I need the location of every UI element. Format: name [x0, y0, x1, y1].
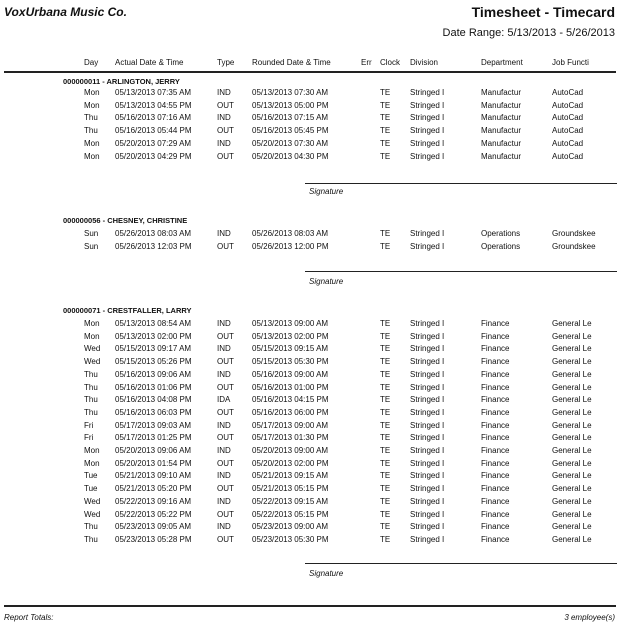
column-header-day: Day	[84, 58, 99, 67]
cell-division: Stringed I	[410, 113, 445, 123]
footer-rule	[4, 605, 616, 607]
cell-clock: TE	[380, 88, 391, 97]
cell-actual: 05/26/2013 08:03 AM	[115, 229, 192, 238]
column-header-clock: Clock	[380, 58, 401, 67]
cell-division: Stringed I	[410, 344, 445, 354]
cell-job: Groundskee	[552, 229, 596, 238]
cell-division: Stringed I	[410, 484, 445, 494]
cell-department: Finance	[481, 344, 510, 354]
cell-division: Stringed I	[410, 369, 445, 379]
cell-department: Finance	[481, 319, 510, 328]
cell-actual: 05/16/2013 05:44 PM	[115, 126, 192, 136]
cell-job: AutoCad	[552, 138, 584, 148]
cell-actual: 05/16/2013 06:03 PM	[115, 407, 192, 417]
signature-line	[305, 271, 617, 272]
cell-clock: TE	[380, 369, 391, 379]
employee-name: 000000056 - CHESNEY, CHRISTINE	[63, 216, 188, 225]
table-row	[0, 459, 624, 471]
cell-day: Tue	[84, 471, 98, 481]
cell-department: Finance	[481, 357, 510, 367]
cell-rounded: 05/26/2013 12:00 PM	[252, 241, 329, 251]
cell-actual: 05/13/2013 08:54 AM	[115, 319, 192, 328]
signature-label: Signature	[309, 569, 344, 578]
cell-division: Stringed I	[410, 229, 445, 238]
cell-day: Mon	[84, 151, 100, 161]
signature-line	[305, 183, 617, 184]
table-row	[0, 522, 624, 534]
cell-clock: TE	[380, 407, 391, 417]
cell-actual: 05/23/2013 05:28 PM	[115, 534, 192, 544]
table-row	[0, 510, 624, 522]
cell-clock: TE	[380, 357, 391, 367]
cell-day: Thu	[84, 534, 98, 544]
table-row	[0, 139, 624, 151]
cell-clock: TE	[380, 484, 391, 494]
cell-clock: TE	[380, 458, 391, 468]
cell-job: General Le	[552, 420, 592, 430]
cell-day: Fri	[84, 420, 94, 430]
table-row	[0, 370, 624, 382]
cell-day: Wed	[84, 509, 101, 519]
cell-division: Stringed I	[410, 88, 445, 97]
table-row	[0, 433, 624, 445]
column-header-row	[0, 58, 624, 70]
cell-department: Manufactur	[481, 138, 522, 148]
cell-clock: TE	[380, 151, 391, 161]
cell-actual: 05/23/2013 09:05 AM	[115, 522, 192, 532]
date-range: Date Range: 5/13/2013 - 5/26/2013	[442, 27, 615, 39]
cell-department: Finance	[481, 522, 510, 532]
signature-label: Signature	[309, 187, 344, 196]
cell-actual: 05/20/2013 07:29 AM	[115, 138, 192, 148]
cell-day: Thu	[84, 126, 98, 136]
cell-clock: TE	[380, 522, 391, 532]
cell-day: Mon	[84, 319, 100, 328]
cell-division: Stringed I	[410, 420, 445, 430]
cell-day: Fri	[84, 433, 94, 443]
cell-job: General Le	[552, 395, 592, 405]
cell-type: IND	[217, 138, 231, 148]
cell-rounded: 05/26/2013 08:03 AM	[252, 229, 329, 238]
cell-job: General Le	[552, 357, 592, 367]
cell-job: AutoCad	[552, 88, 584, 97]
cell-rounded: 05/15/2013 09:15 AM	[252, 344, 329, 354]
cell-type: OUT	[217, 331, 234, 341]
cell-type: IDA	[217, 395, 231, 405]
cell-type: IND	[217, 369, 231, 379]
cell-rounded: 05/16/2013 06:00 PM	[252, 407, 329, 417]
company-name: VoxUrbana Music Co.	[4, 5, 127, 19]
cell-rounded: 05/20/2013 07:30 AM	[252, 138, 329, 148]
cell-day: Sun	[84, 241, 99, 251]
employee-count: 3 employee(s)	[564, 613, 615, 622]
cell-day: Mon	[84, 458, 100, 468]
cell-job: General Le	[552, 369, 592, 379]
cell-division: Stringed I	[410, 126, 445, 136]
report-totals-label: Report Totals:	[4, 613, 54, 622]
cell-department: Manufactur	[481, 100, 522, 110]
cell-rounded: 05/20/2013 02:00 PM	[252, 458, 329, 468]
cell-type: IND	[217, 113, 231, 123]
cell-day: Thu	[84, 522, 98, 532]
cell-day: Wed	[84, 496, 101, 506]
cell-type: OUT	[217, 484, 234, 494]
cell-department: Finance	[481, 458, 510, 468]
table-row	[0, 484, 624, 496]
cell-clock: TE	[380, 331, 391, 341]
cell-clock: TE	[380, 229, 391, 238]
cell-job: General Le	[552, 458, 592, 468]
cell-job: General Le	[552, 433, 592, 443]
cell-job: General Le	[552, 319, 592, 328]
cell-type: IND	[217, 522, 231, 532]
cell-rounded: 05/17/2013 09:00 AM	[252, 420, 329, 430]
signature-label: Signature	[309, 277, 344, 286]
cell-division: Stringed I	[410, 138, 445, 148]
cell-rounded: 05/13/2013 07:30 AM	[252, 88, 329, 97]
table-row	[0, 319, 624, 331]
table-row	[0, 126, 624, 138]
cell-job: AutoCad	[552, 113, 584, 123]
cell-department: Finance	[481, 471, 510, 481]
cell-division: Stringed I	[410, 496, 445, 506]
cell-actual: 05/13/2013 07:35 AM	[115, 88, 192, 97]
cell-clock: TE	[380, 113, 391, 123]
cell-division: Stringed I	[410, 458, 445, 468]
cell-department: Manufactur	[481, 113, 522, 123]
cell-clock: TE	[380, 319, 391, 328]
cell-division: Stringed I	[410, 407, 445, 417]
cell-type: IND	[217, 496, 231, 506]
column-header-rounded: Rounded Date & Time	[252, 58, 331, 67]
cell-actual: 05/16/2013 01:06 PM	[115, 382, 192, 392]
table-row	[0, 229, 624, 241]
table-row	[0, 332, 624, 344]
cell-rounded: 05/23/2013 05:30 PM	[252, 534, 329, 544]
cell-rounded: 05/13/2013 02:00 PM	[252, 331, 329, 341]
cell-clock: TE	[380, 534, 391, 544]
column-header-department: Department	[481, 58, 523, 67]
table-row	[0, 242, 624, 254]
cell-actual: 05/16/2013 04:08 PM	[115, 395, 192, 405]
cell-type: IND	[217, 446, 231, 455]
cell-clock: TE	[380, 382, 391, 392]
cell-job: General Le	[552, 382, 592, 392]
cell-day: Wed	[84, 344, 101, 354]
report-title: Timesheet - Timecard	[471, 4, 615, 20]
cell-type: IND	[217, 88, 231, 97]
cell-rounded: 05/21/2013 05:15 PM	[252, 484, 329, 494]
cell-actual: 05/22/2013 05:22 PM	[115, 509, 192, 519]
cell-division: Stringed I	[410, 446, 445, 455]
cell-actual: 05/22/2013 09:16 AM	[115, 496, 192, 506]
cell-division: Stringed I	[410, 331, 445, 341]
cell-day: Mon	[84, 331, 100, 341]
cell-type: OUT	[217, 100, 234, 110]
cell-day: Sun	[84, 229, 99, 238]
cell-actual: 05/15/2013 09:17 AM	[115, 344, 192, 354]
cell-actual: 05/21/2013 09:10 AM	[115, 471, 192, 481]
cell-job: Groundskee	[552, 241, 596, 251]
cell-type: OUT	[217, 357, 234, 367]
cell-rounded: 05/16/2013 09:00 AM	[252, 369, 329, 379]
cell-division: Stringed I	[410, 151, 445, 161]
cell-type: OUT	[217, 382, 234, 392]
cell-department: Finance	[481, 369, 510, 379]
cell-job: General Le	[552, 471, 592, 481]
table-row	[0, 88, 624, 100]
cell-actual: 05/20/2013 04:29 PM	[115, 151, 192, 161]
cell-rounded: 05/13/2013 05:00 PM	[252, 100, 329, 110]
cell-department: Finance	[481, 407, 510, 417]
cell-department: Finance	[481, 331, 510, 341]
cell-type: IND	[217, 229, 231, 238]
cell-division: Stringed I	[410, 522, 445, 532]
cell-clock: TE	[380, 509, 391, 519]
cell-actual: 05/17/2013 01:25 PM	[115, 433, 192, 443]
table-row	[0, 113, 624, 125]
cell-rounded: 05/21/2013 09:15 AM	[252, 471, 329, 481]
table-row	[0, 101, 624, 113]
cell-division: Stringed I	[410, 471, 445, 481]
cell-department: Finance	[481, 433, 510, 443]
cell-day: Thu	[84, 382, 98, 392]
cell-actual: 05/21/2013 05:20 PM	[115, 484, 192, 494]
cell-rounded: 05/20/2013 09:00 AM	[252, 446, 329, 455]
table-row	[0, 383, 624, 395]
cell-job: General Le	[552, 522, 592, 532]
cell-day: Thu	[84, 407, 98, 417]
table-row	[0, 471, 624, 483]
header-rule	[4, 71, 616, 73]
column-header-division: Division	[410, 58, 439, 67]
cell-department: Finance	[481, 382, 510, 392]
cell-clock: TE	[380, 496, 391, 506]
cell-rounded: 05/16/2013 05:45 PM	[252, 126, 329, 136]
cell-division: Stringed I	[410, 433, 445, 443]
cell-type: IND	[217, 344, 231, 354]
cell-day: Wed	[84, 357, 101, 367]
cell-department: Finance	[481, 395, 510, 405]
signature-line	[305, 563, 617, 564]
cell-day: Mon	[84, 88, 100, 97]
cell-job: AutoCad	[552, 126, 584, 136]
cell-clock: TE	[380, 241, 391, 251]
cell-division: Stringed I	[410, 382, 445, 392]
cell-rounded: 05/13/2013 09:00 AM	[252, 319, 329, 328]
cell-division: Stringed I	[410, 241, 445, 251]
column-header-actual: Actual Date & Time	[115, 58, 184, 67]
cell-actual: 05/26/2013 12:03 PM	[115, 241, 192, 251]
cell-actual: 05/13/2013 04:55 PM	[115, 100, 192, 110]
cell-division: Stringed I	[410, 100, 445, 110]
cell-actual: 05/17/2013 09:03 AM	[115, 420, 192, 430]
cell-department: Operations	[481, 241, 521, 251]
cell-clock: TE	[380, 344, 391, 354]
cell-job: General Le	[552, 534, 592, 544]
cell-rounded: 05/15/2013 05:30 PM	[252, 357, 329, 367]
cell-job: AutoCad	[552, 100, 584, 110]
cell-type: OUT	[217, 433, 234, 443]
cell-clock: TE	[380, 433, 391, 443]
cell-rounded: 05/22/2013 09:15 AM	[252, 496, 329, 506]
cell-actual: 05/13/2013 02:00 PM	[115, 331, 192, 341]
cell-actual: 05/20/2013 01:54 PM	[115, 458, 192, 468]
cell-type: OUT	[217, 126, 234, 136]
cell-job: General Le	[552, 509, 592, 519]
table-row	[0, 497, 624, 509]
cell-rounded: 05/16/2013 07:15 AM	[252, 113, 329, 123]
table-row	[0, 408, 624, 420]
cell-department: Finance	[481, 420, 510, 430]
table-row	[0, 344, 624, 356]
cell-department: Finance	[481, 509, 510, 519]
cell-department: Finance	[481, 534, 510, 544]
cell-job: General Le	[552, 484, 592, 494]
column-header-job: Job Functi	[552, 58, 589, 67]
cell-clock: TE	[380, 395, 391, 405]
cell-division: Stringed I	[410, 357, 445, 367]
cell-rounded: 05/22/2013 05:15 PM	[252, 509, 329, 519]
cell-department: Manufactur	[481, 88, 522, 97]
cell-department: Operations	[481, 229, 521, 238]
cell-clock: TE	[380, 126, 391, 136]
cell-job: General Le	[552, 407, 592, 417]
cell-clock: TE	[380, 420, 391, 430]
cell-clock: TE	[380, 138, 391, 148]
cell-rounded: 05/23/2013 09:00 AM	[252, 522, 329, 532]
cell-job: General Le	[552, 446, 592, 455]
cell-rounded: 05/16/2013 01:00 PM	[252, 382, 329, 392]
cell-day: Thu	[84, 395, 98, 405]
cell-division: Stringed I	[410, 319, 445, 328]
employee-name: 000000071 - CRESTFALLER, LARRY	[63, 306, 192, 315]
cell-clock: TE	[380, 446, 391, 455]
cell-day: Mon	[84, 138, 100, 148]
cell-type: IND	[217, 471, 231, 481]
cell-clock: TE	[380, 100, 391, 110]
column-header-type: Type	[217, 58, 235, 67]
cell-actual: 05/16/2013 07:16 AM	[115, 113, 192, 123]
cell-department: Manufactur	[481, 151, 522, 161]
cell-actual: 05/15/2013 05:26 PM	[115, 357, 192, 367]
cell-rounded: 05/17/2013 01:30 PM	[252, 433, 329, 443]
cell-type: OUT	[217, 509, 234, 519]
cell-division: Stringed I	[410, 395, 445, 405]
cell-actual: 05/16/2013 09:06 AM	[115, 369, 192, 379]
cell-rounded: 05/20/2013 04:30 PM	[252, 151, 329, 161]
table-row	[0, 357, 624, 369]
cell-type: OUT	[217, 241, 234, 251]
cell-type: OUT	[217, 151, 234, 161]
cell-type: OUT	[217, 534, 234, 544]
cell-job: AutoCad	[552, 151, 584, 161]
column-header-err: Err	[361, 58, 372, 67]
cell-department: Finance	[481, 496, 510, 506]
cell-day: Thu	[84, 113, 98, 123]
cell-type: IND	[217, 319, 231, 328]
cell-job: General Le	[552, 496, 592, 506]
table-row	[0, 421, 624, 433]
table-row	[0, 395, 624, 407]
cell-day: Thu	[84, 369, 98, 379]
employee-name: 000000011 - ARLINGTON, JERRY	[63, 77, 180, 86]
table-row	[0, 446, 624, 458]
cell-department: Finance	[481, 484, 510, 494]
table-row	[0, 535, 624, 547]
cell-clock: TE	[380, 471, 391, 481]
cell-type: IND	[217, 420, 231, 430]
cell-type: OUT	[217, 407, 234, 417]
cell-division: Stringed I	[410, 534, 445, 544]
cell-day: Tue	[84, 484, 98, 494]
cell-department: Finance	[481, 446, 510, 455]
cell-rounded: 05/16/2013 04:15 PM	[252, 395, 329, 405]
table-row	[0, 152, 624, 164]
cell-job: General Le	[552, 331, 592, 341]
cell-actual: 05/20/2013 09:06 AM	[115, 446, 192, 455]
cell-type: OUT	[217, 458, 234, 468]
cell-division: Stringed I	[410, 509, 445, 519]
cell-department: Manufactur	[481, 126, 522, 136]
cell-day: Mon	[84, 446, 100, 455]
cell-job: General Le	[552, 344, 592, 354]
cell-day: Mon	[84, 100, 100, 110]
